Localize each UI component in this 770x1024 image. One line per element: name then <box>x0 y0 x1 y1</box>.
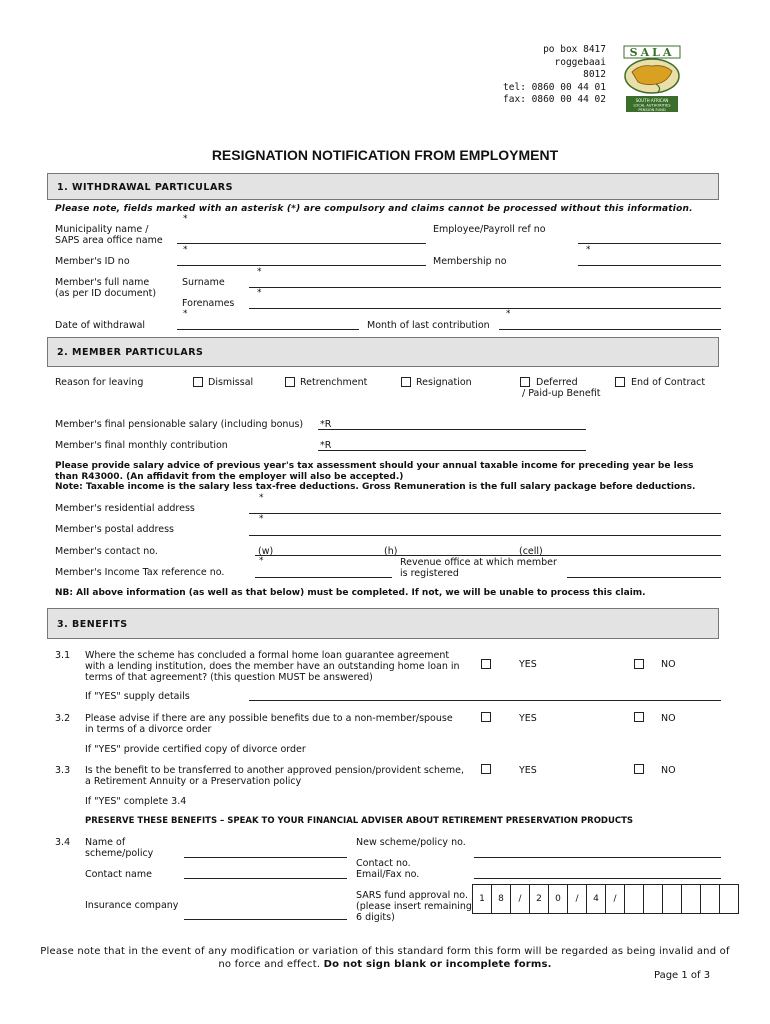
q31-no-label: NO <box>661 659 676 670</box>
asterisk: * <box>259 514 264 524</box>
residential-label: Member's residential address <box>55 503 195 514</box>
membership-no-label: Membership no <box>433 256 507 267</box>
contact-w-label: (w) <box>258 546 274 557</box>
asterisk: * <box>259 556 264 566</box>
dismissal-label: Dismissal <box>208 377 254 388</box>
tax-ref-label: Member's Income Tax reference no. <box>55 567 225 578</box>
sars-digit-cell[interactable] <box>701 885 720 914</box>
q31-followup: If "YES" supply details <box>85 691 190 702</box>
salary-currency: *R <box>320 419 332 430</box>
scheme-label: Name of scheme/policy <box>85 837 154 859</box>
dismissal-checkbox[interactable] <box>193 377 203 387</box>
member-id-field[interactable] <box>177 265 426 266</box>
section-1-title: 1. WITHDRAWAL PARTICULARS <box>57 182 233 193</box>
contact-cell-label: (cell) <box>519 546 543 557</box>
svg-text:LOCAL AUTHORITIES: LOCAL AUTHORITIES <box>633 103 671 108</box>
contribution-label: Member's final monthly contribution <box>55 440 228 451</box>
svg-text:SOUTH AFRICAN: SOUTH AFRICAN <box>635 98 669 103</box>
scheme-field[interactable] <box>184 857 347 858</box>
deferred-label: Deferred <box>536 377 578 388</box>
footer-note-bold: Do not sign blank or incomplete forms. <box>323 958 552 970</box>
section-2-header <box>47 337 719 367</box>
q32-number: 3.2 <box>55 713 71 724</box>
month-contribution-label: Month of last contribution <box>367 320 490 331</box>
section-3-title: 3. BENEFITS <box>57 619 128 630</box>
q32-yes-checkbox[interactable] <box>481 712 491 722</box>
municipality-field[interactable] <box>177 243 426 244</box>
address-block <box>470 44 606 107</box>
forenames-label: Forenames <box>182 298 235 309</box>
reason-label: Reason for leaving <box>55 377 144 388</box>
salary-advice-text: Please provide salary advice of previous year's tax assessment should your annual taxable income for preceding year be less than R43000. (An affidavit from the employer will also be accepted.) <box>55 461 694 482</box>
q32-followup: If "YES" provide certified copy of divorce order <box>85 744 306 755</box>
sars-approval-grid <box>472 884 739 914</box>
q31-no-checkbox[interactable] <box>634 659 644 669</box>
surname-field[interactable] <box>249 287 721 288</box>
sars-digit-cell[interactable] <box>720 885 739 914</box>
surname-label: Surname <box>182 277 225 288</box>
q33-followup: If "YES" complete 3.4 <box>85 796 187 807</box>
postal-field[interactable] <box>249 535 721 536</box>
membership-no-field[interactable] <box>578 265 721 266</box>
telephone: tel: 0860 00 44 01 <box>503 81 606 93</box>
member-id-label: Member's ID no <box>55 256 130 267</box>
asterisk: * <box>586 245 591 255</box>
contact-field[interactable] <box>255 555 721 556</box>
retrenchment-label: Retrenchment <box>300 377 368 388</box>
sars-digit-cell: 8 <box>492 885 511 914</box>
salary-note-text: Note: Taxable income is the salary less tax-free deductions. Gross Remuneration is the full salary package before deductions. <box>55 482 696 492</box>
contact-h-label: (h) <box>384 546 398 557</box>
section-2-title: 2. MEMBER PARTICULARS <box>57 347 204 358</box>
municipality-label: Municipality name / SAPS area office name <box>55 224 163 246</box>
sars-digit-cell: 2 <box>530 885 549 914</box>
q33-yes-label: YES <box>519 765 537 776</box>
retrenchment-checkbox[interactable] <box>285 377 295 387</box>
forenames-field[interactable] <box>249 308 721 309</box>
sars-digit-cell[interactable] <box>663 885 682 914</box>
deferred-checkbox[interactable] <box>520 377 530 387</box>
q34-number: 3.4 <box>55 837 71 848</box>
asterisk: * <box>183 309 188 319</box>
salary-label: Member's final pensionable salary (including bonus) <box>55 419 304 430</box>
month-contribution-field[interactable] <box>499 329 721 330</box>
q33-yes-checkbox[interactable] <box>481 764 491 774</box>
preserve-notice: PRESERVE THESE BENEFITS – SPEAK TO YOUR FINANCIAL ADVISER ABOUT RETIREMENT PRESERVATION PRODUCTS <box>85 816 634 826</box>
po-box: po box 8417 <box>543 44 606 55</box>
fax: fax: 0860 00 44 02 <box>503 94 606 105</box>
footer-note <box>40 946 730 971</box>
sars-digit-cell[interactable] <box>644 885 663 914</box>
sars-digit-cell: / <box>606 885 625 914</box>
q32-no-label: NO <box>661 713 676 724</box>
section-3-header <box>47 608 719 639</box>
postal-code: 8012 <box>583 69 606 80</box>
contact-no-label: Contact no. <box>356 858 411 869</box>
q31-number: 3.1 <box>55 650 71 661</box>
asterisk: * <box>259 493 264 503</box>
sars-digit-cell[interactable] <box>682 885 701 914</box>
tax-ref-field[interactable] <box>255 577 392 578</box>
insurance-label: Insurance company <box>85 900 179 911</box>
residential-field[interactable] <box>249 513 721 514</box>
insurance-field[interactable] <box>184 919 347 920</box>
sars-digit-cell: / <box>511 885 530 914</box>
email-fax-label: Email/Fax no. <box>356 869 420 880</box>
svg-text:SALA: SALA <box>629 46 675 59</box>
contact-email-field[interactable] <box>474 878 721 879</box>
footer-note-text: Please note that in the event of any modification or variation of this standard form this form will be regarded as being invalid and of no force and effect. <box>40 946 730 970</box>
q31-text: Where the scheme has concluded a formal home loan guarantee agreement with a lending institution, does the member have an outstanding home loan in terms of that agreement? (this question MUST be answered) <box>85 650 460 683</box>
end-of-contract-label: End of Contract <box>631 377 706 388</box>
asterisk: * <box>506 309 511 319</box>
date-withdrawal-label: Date of withdrawal <box>55 320 146 331</box>
revenue-office-label: Revenue office at which member is registered <box>400 557 557 579</box>
date-withdrawal-field[interactable] <box>177 329 359 330</box>
contribution-field[interactable] <box>318 450 586 451</box>
sars-digit-cell: 1 <box>473 885 492 914</box>
contact-name-label: Contact name <box>85 869 152 880</box>
contribution-currency: *R <box>320 440 332 451</box>
sars-digit-cell: 0 <box>549 885 568 914</box>
salary-field[interactable] <box>318 429 586 430</box>
asterisk: * <box>257 288 262 298</box>
page-number: Page 1 of 3 <box>654 970 711 981</box>
section-1-header <box>47 173 719 200</box>
resignation-checkbox[interactable] <box>401 377 411 387</box>
svg-text:PENSION FUND: PENSION FUND <box>638 108 666 112</box>
employee-ref-label: Employee/Payroll ref no <box>433 224 546 235</box>
revenue-office-field[interactable] <box>567 577 721 578</box>
asterisk: * <box>257 267 262 277</box>
deferred-sub-label: / Paid-up Benefit <box>522 388 601 399</box>
q31-yes-checkbox[interactable] <box>481 659 491 669</box>
postal-label: Member's postal address <box>55 524 174 535</box>
q32-yes-label: YES <box>519 713 537 724</box>
sars-digit-cell: 4 <box>587 885 606 914</box>
employee-ref-field[interactable] <box>578 243 721 244</box>
nb-text: NB: All above information (as well as that below) must be completed. If not, we will be unable to process this claim. <box>55 588 646 598</box>
q32-no-checkbox[interactable] <box>634 712 644 722</box>
q33-no-label: NO <box>661 765 676 776</box>
sars-label: SARS fund approval no. (please insert remaining 6 digits) <box>356 890 472 923</box>
asterisk: * <box>183 245 188 255</box>
page-title: RESIGNATION NOTIFICATION FROM EMPLOYMENT <box>211 147 559 163</box>
sars-digit-cell: / <box>568 885 587 914</box>
q31-details-field[interactable] <box>249 700 721 701</box>
sars-digit-cell[interactable] <box>625 885 644 914</box>
full-name-label: Member's full name (as per ID document) <box>55 277 157 299</box>
resignation-label: Resignation <box>416 377 472 388</box>
q33-number: 3.3 <box>55 765 71 776</box>
sala-logo <box>618 44 686 114</box>
contact-name-field[interactable] <box>184 878 347 879</box>
town: roggebaai <box>554 56 606 68</box>
compulsory-note: Please note, fields marked with an asterisk (*) are compulsory and claims cannot be processed without this information. <box>55 204 693 214</box>
q31-yes-label: YES <box>519 659 537 670</box>
end-of-contract-checkbox[interactable] <box>615 377 625 387</box>
new-scheme-label: New scheme/policy no. <box>356 837 466 848</box>
contact-label: Member's contact no. <box>55 546 158 557</box>
q33-no-checkbox[interactable] <box>634 764 644 774</box>
q32-text: Please advise if there are any possible benefits due to a non-member/spouse in terms of a divorce order <box>85 713 453 735</box>
q33-text: Is the benefit to be transferred to another approved pension/provident scheme, a Retirement Annuity or a Preservation policy <box>85 765 464 787</box>
new-scheme-field[interactable] <box>474 857 721 858</box>
asterisk: * <box>183 214 188 224</box>
